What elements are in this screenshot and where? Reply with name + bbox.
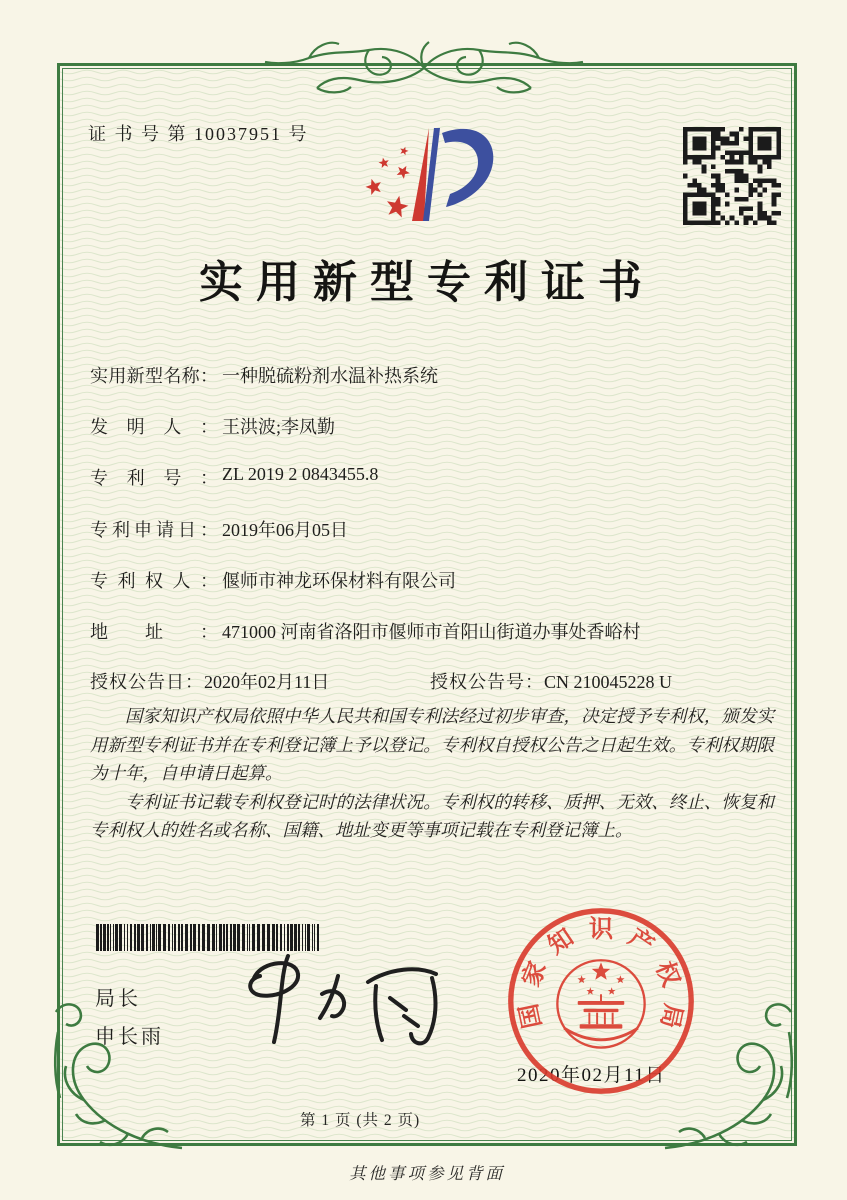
field-value: 471000 河南省洛阳市偃师市首阳山街道办事处香峪村 (222, 622, 641, 642)
grant-no-value: CN 210045228 U (544, 672, 673, 692)
legal-text-block (90, 702, 774, 845)
field-row-name (90, 362, 790, 388)
svg-text:局: 局 (655, 1001, 687, 1031)
svg-text:权: 权 (650, 957, 685, 991)
legal-paragraph-1: 国家知识产权局依照中华人民共和国专利法经过初步审查，决定授予专利权，颁发实用新型专利证书并在专利登记簿上予以登记。专利权自授权公告之日起生效。专利权期限为十年，自申请日起算。 (90, 706, 774, 783)
grant-no-label: 授权公告号： (430, 672, 544, 692)
qr-code (683, 127, 781, 225)
field-value: 一种脱硫粉剂水温补热系统 (222, 366, 438, 386)
certificate-number: 证 书 号 第 10037951 号 (88, 124, 309, 144)
field-value: 偃师市神龙环保材料有限公司 (222, 571, 456, 591)
field-value: ZL 2019 2 0843455.8 (222, 464, 379, 484)
field-label: 专利权人： (90, 571, 218, 591)
field-value: 王洪波;李凤勤 (222, 417, 336, 437)
field-label: 专利号： (90, 468, 218, 488)
seal-date: 2020年02月11日 (517, 1065, 666, 1086)
grant-date-value: 2020年02月11日 (204, 672, 330, 692)
field-row-patent-no (90, 464, 790, 490)
field-label: 地址： (90, 622, 218, 642)
handwritten-signature-icon (210, 942, 450, 1057)
field-value: 2019年06月05日 (222, 520, 348, 540)
grant-date-label: 授权公告日： (90, 672, 204, 692)
svg-text:家: 家 (517, 957, 552, 991)
svg-text:知: 知 (543, 923, 579, 960)
field-row-patentee (90, 567, 790, 593)
officer-title: 局长 (95, 988, 141, 1010)
legal-paragraph-2: 专利证书记载专利权登记时的法律状况。专利权的转移、质押、无效、终止、恢复和专利权人的姓名或名称、国籍、地址变更等事项记载在专利登记簿上。 (90, 791, 774, 840)
field-row-filing-date (90, 516, 790, 542)
svg-text:产: 产 (623, 923, 659, 960)
field-row-address (90, 618, 790, 644)
certificate-title: 实用新型专利证书 (199, 258, 655, 307)
svg-text:国: 国 (515, 1001, 547, 1031)
field-label: 发明人： (90, 417, 218, 437)
officer-name: 申长雨 (95, 1026, 164, 1048)
field-label: 专利申请日： (90, 520, 218, 540)
page-indicator: 第 1 页 (共 2 页) (300, 1112, 421, 1129)
cnipa-logo-icon (350, 112, 530, 237)
field-row-grant (90, 668, 790, 694)
top-scroll-ornament-icon (263, 24, 585, 104)
field-row-inventor (90, 413, 790, 439)
field-label: 实用新型名称： (90, 366, 218, 386)
svg-text:识: 识 (588, 915, 614, 943)
back-side-note: 其他事项参见背面 (349, 1164, 505, 1183)
